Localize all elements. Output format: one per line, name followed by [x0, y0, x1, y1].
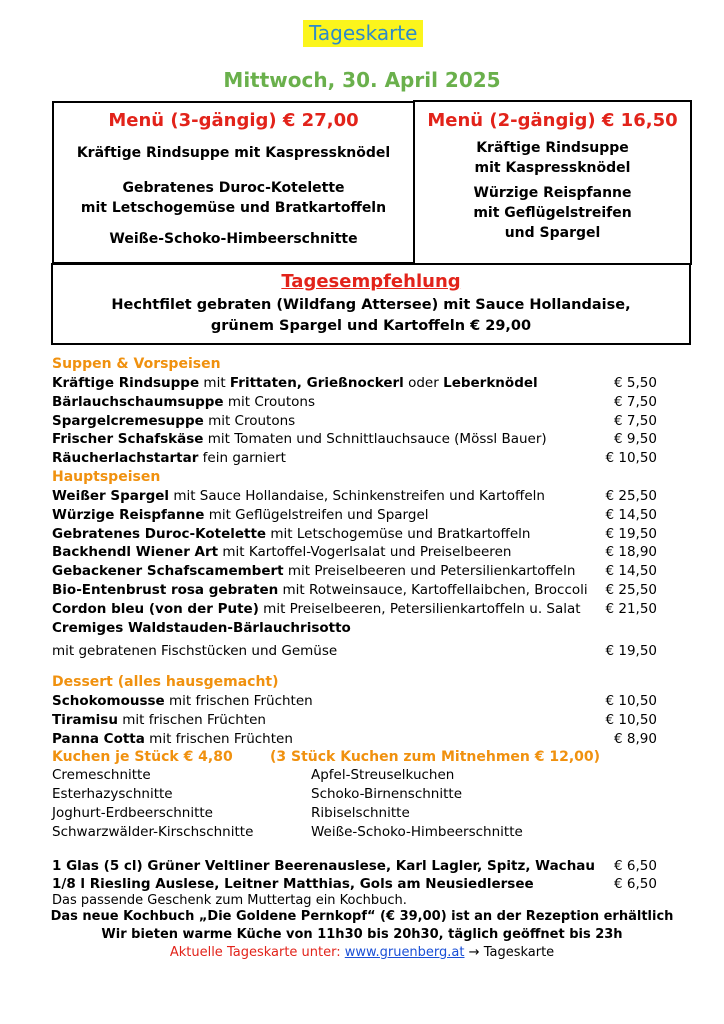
website-suffix: Tageskarte [483, 945, 555, 960]
main-course-item [52, 487, 657, 506]
soup-item [52, 449, 657, 468]
section-cake: Kuchen je Stück € 4,80 [52, 749, 233, 765]
item-description: mit Kartoffel-Vogerlsalat und Preiselbeeren [218, 544, 512, 561]
item-description: mit gebratenen Fischstücken und Gemüse [52, 643, 338, 660]
item-name: Weißer Spargel [52, 488, 170, 504]
item-name: Panna Cotta [52, 730, 145, 747]
item-name: Cremiges Waldstauden-Bärlauchrisotto [52, 619, 351, 636]
menu-2-heading: Menü (2-gängig) € 16,50 [427, 110, 678, 131]
cake-item: Cremeschnitte [52, 767, 151, 783]
recommendation-line: grünem Spargel und Kartoffeln € 29,00 [210, 318, 532, 334]
item-price: € 14,50 [605, 563, 657, 580]
soup-item [52, 412, 657, 431]
item-price: € 14,50 [605, 506, 657, 523]
item-price: € 6,50 [614, 876, 657, 892]
main-course-item [52, 525, 657, 544]
item-name: Schokomousse [52, 693, 165, 709]
kitchen-hours: Wir bieten warme Küche von 11h30 bis 20h30, täglich geöffnet bis 23h [101, 927, 623, 942]
recommendation-heading: Tagesempfehlung [281, 271, 461, 292]
item-description: mit Croutons [203, 412, 296, 429]
item-price: € 7,50 [614, 412, 657, 429]
item-description: mit Preiselbeeren, Petersilienkartoffeln u. Salat [258, 600, 581, 617]
soup-item [52, 374, 657, 393]
main-course-item [52, 600, 657, 619]
cookbook-note: Das neue Kochbuch „Die Goldene Pernkopf“ (€ 39,00) ist an der Rezeption erhältlich [50, 909, 674, 924]
main-course-item [52, 562, 657, 581]
soup-item [52, 430, 657, 449]
menu-3-course-box [52, 101, 415, 264]
item-price: € 19,50 [605, 643, 657, 660]
menu-3-line: mit Letschogemüse und Bratkartoffeln [80, 200, 387, 216]
cake-item: Weiße-Schoko-Himbeerschnitte [311, 824, 523, 840]
item-name: Frischer Schafskäse [52, 431, 204, 448]
item-price: € 18,90 [605, 544, 657, 561]
menu-2-line: mit Kaspressknödel [474, 160, 631, 176]
menu-2-course-box [413, 100, 692, 265]
item-name: 1 Glas (5 cl) Grüner Veltliner Beerenauslese, Karl Lagler, Spitz, Wachau [52, 858, 596, 874]
item-name: Backhendl Wiener Art [52, 544, 219, 561]
item-description: mit frischen Früchten [144, 730, 293, 747]
item-description: mit [199, 375, 230, 391]
item-price: € 10,50 [605, 711, 657, 728]
item-price: € 5,50 [614, 375, 657, 391]
dessert-item [52, 711, 657, 730]
menu-2-line: Würzige Reispfanne [473, 185, 632, 201]
main-course-item [52, 642, 657, 661]
item-price: € 9,50 [614, 431, 657, 448]
item-name: Gebratenes Duroc-Kotelette [52, 525, 267, 542]
item-name: Gebackener Schafscamembert [52, 563, 284, 580]
item-description: mit frischen Früchten [117, 711, 266, 728]
item-price: € 6,50 [614, 858, 657, 874]
cake-item: Ribiselschnitte [311, 805, 410, 821]
item-name: Tiramisu [52, 711, 118, 728]
website-link[interactable]: www.gruenberg.at [344, 945, 465, 960]
website-prefix: Aktuelle Tageskarte unter: [169, 945, 345, 960]
item-description: fein garniert [198, 450, 286, 467]
cake-item: Esterhazyschnitte [52, 786, 173, 802]
menu-3-heading: Menü (3-gängig) € 27,00 [108, 110, 359, 131]
section-mains: Hauptspeisen [52, 469, 161, 485]
item-price: € 8,90 [614, 730, 657, 747]
daily-recommendation-box [51, 263, 691, 345]
item-description: mit Croutons [223, 393, 316, 410]
cake-item: Apfel-Streuselkuchen [311, 767, 455, 783]
recommendation-line: Hechtfilet gebraten (Wildfang Attersee) mit Sauce Hollandaise, [111, 297, 631, 313]
soup-item [52, 393, 657, 412]
item-description: mit Preiselbeeren und Petersilienkartoffeln [283, 563, 576, 580]
gift-note: Das passende Geschenk zum Muttertag ein Kochbuch. [52, 893, 407, 908]
main-course-item [52, 543, 657, 562]
cake-takeaway-offer: (3 Stück Kuchen zum Mitnehmen € 12,00) [270, 749, 601, 765]
menu-2-line: mit Geflügelstreifen [473, 205, 632, 221]
website-line [0, 945, 724, 960]
item-description: mit Tomaten und Schnittlauchsauce (Mössl Bauer) [203, 431, 547, 448]
item-name: Spargelcremesuppe [52, 412, 204, 429]
item-description: mit Geflügelstreifen und Spargel [204, 506, 429, 523]
dessert-item [52, 692, 657, 711]
item-description: mit frischen Früchten [164, 693, 313, 709]
item-description: oder [403, 375, 444, 391]
main-course-item [52, 506, 657, 525]
item-price: € 10,50 [605, 693, 657, 709]
item-name: Leberknödel [443, 375, 538, 391]
menu-3-line: Kräftige Rindsuppe mit Kaspressknödel [76, 145, 391, 161]
menu-date: Mittwoch, 30. April 2025 [223, 68, 501, 92]
menu-3-line: Weiße-Schoko-Himbeerschnitte [109, 231, 358, 247]
item-name: Bärlauchschaumsuppe [52, 393, 224, 410]
item-price: € 25,50 [605, 488, 657, 504]
item-price: € 7,50 [614, 393, 657, 410]
item-name: Bio-Entenbrust rosa gebraten [52, 582, 279, 598]
page-title: Tageskarte [303, 20, 423, 47]
menu-3-line: Gebratenes Duroc-Kotelette [122, 180, 345, 196]
menu-2-line: und Spargel [504, 225, 601, 241]
main-course-item [52, 581, 657, 600]
main-course-item [52, 619, 657, 638]
wine-item [52, 857, 657, 876]
item-price: € 25,50 [605, 582, 657, 598]
cake-item: Schoko-Birnenschnitte [311, 786, 462, 802]
menu-2-line: Kräftige Rindsuppe [476, 140, 629, 156]
item-name: Räucherlachstartar [52, 450, 199, 467]
item-price: € 21,50 [605, 600, 657, 617]
item-name: Cordon bleu (von der Pute) [52, 600, 259, 617]
section-soups: Suppen & Vorspeisen [52, 356, 221, 372]
cake-item: Joghurt-Erdbeerschnitte [52, 805, 213, 821]
item-name: Frittaten, Grießnockerl [229, 375, 404, 391]
item-name: 1/8 l Riesling Auslese, Leitner Matthias, Gols am Neusiedlersee [52, 876, 534, 892]
item-name: Würzige Reispfanne [52, 506, 205, 523]
item-description: mit Letschogemüse und Bratkartoffeln [266, 525, 531, 542]
cake-item: Schwarzwälder-Kirschschnitte [52, 824, 254, 840]
item-name: Kräftige Rindsuppe [52, 375, 200, 391]
section-dessert: Dessert (alles hausgemacht) [52, 674, 279, 690]
item-description: mit Sauce Hollandaise, Schinkenstreifen und Kartoffeln [169, 488, 545, 504]
arrow-right-icon: → [468, 945, 480, 960]
dessert-item [52, 730, 657, 749]
item-price: € 10,50 [605, 450, 657, 467]
item-price: € 19,50 [605, 525, 657, 542]
item-description: mit Rotweinsauce, Kartoffellaibchen, Broccoli [278, 582, 588, 598]
